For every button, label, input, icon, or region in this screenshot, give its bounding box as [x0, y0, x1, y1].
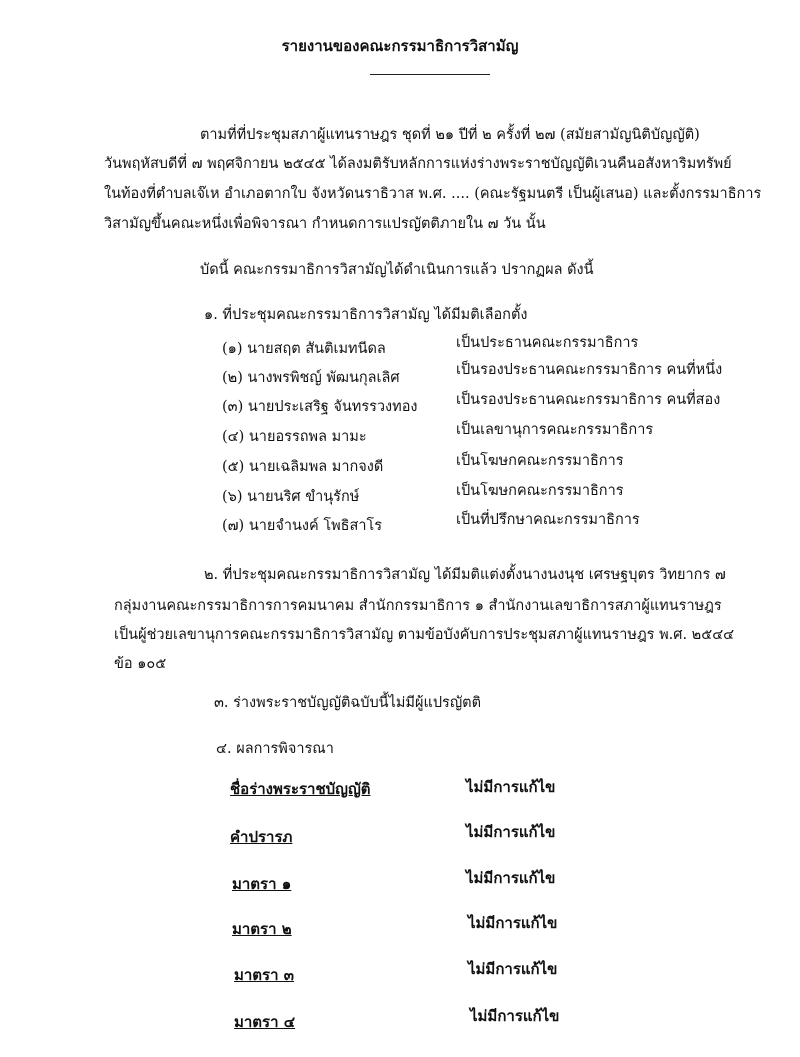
member-role: เป็นโฆษกคณะกรรมาธิการ: [456, 453, 624, 469]
member-role: เป็นโฆษกคณะกรรมาธิการ: [456, 483, 624, 499]
intro-line-4: วิสามัญขึ้นคณะหนึ่งเพื่อพิจารณา กำหนดการแปรญัตติภายใน ๗ วัน นั้น: [104, 216, 546, 232]
member-name: (๒) นางพรพิชญ์ พัฒนกุลเลิศ: [222, 370, 400, 386]
member-role: เป็นที่ปรึกษาคณะกรรมาธิการ: [456, 512, 640, 528]
member-name: (๖) นายนริศ ขำนุรักษ์: [222, 489, 360, 505]
result-item: ชื่อร่างพระราชบัญญัติ: [230, 780, 371, 798]
section-2-line-2: กลุ่มงานคณะกรรมาธิการการคมนาคม สำนักกรรมาธิการ ๑ สำนักงานเลขาธิการสภาผู้แทนราษฎร: [114, 598, 722, 614]
result-item: มาตรา ๒: [232, 920, 292, 938]
member-name: (๑) นายสฤต สันติเมทนีดล: [222, 341, 386, 357]
intro-line-3: ในท้องที่ตำบลเจ๊เห อำเภอตากใบ จังหวัดนราธิวาส พ.ศ. .... (คณะรัฐมนตรี เป็นผู้เสนอ) และตั้งกรรมาธิการ: [104, 186, 762, 202]
title-underline: [370, 74, 490, 75]
member-name: (๔) นายอรรถพล มามะ: [222, 429, 367, 445]
result-item: มาตรา ๔: [234, 1013, 296, 1031]
member-role: เป็นรองประธานคณะกรรมาธิการ คนที่สอง: [456, 392, 721, 408]
section-3-line: ๓. ร่างพระราชบัญญัติฉบับนี้ไม่มีผู้แปรญัตติ: [214, 695, 482, 711]
result-value: ไม่มีการแก้ไข: [470, 1007, 560, 1025]
result-item: มาตรา ๓: [234, 966, 295, 984]
member-role: เป็นประธานคณะกรรมาธิการ: [456, 335, 639, 351]
status-line: บัดนี้ คณะกรรมาธิการวิสามัญได้ดำเนินการแล้ว ปรากฏผล ดังนี้: [200, 262, 594, 278]
member-role: เป็นเลขานุการคณะกรรมาธิการ: [456, 422, 654, 438]
result-value: ไม่มีการแก้ไข: [466, 823, 556, 841]
result-value: ไม่มีการแก้ไข: [468, 914, 558, 932]
section-4-heading: ๔. ผลการพิจารณา: [216, 741, 334, 757]
member-name: (๗) นายจำนงค์ โพธิสาโร: [222, 518, 383, 534]
section-2-line-3: เป็นผู้ช่วยเลขานุการคณะกรรมาธิการวิสามัญ ตามข้อบังคับการประชุมสภาผู้แทนราษฎร พ.ศ. ๒๕๔๔: [114, 627, 735, 643]
section-2-line-1: ๒. ที่ประชุมคณะกรรมาธิการวิสามัญ ได้มีมติแต่งตั้งนางนงนุช เศรษฐบุตร วิทยากร ๗: [204, 567, 726, 583]
member-name: (๕) นายเฉลิมพล มากจงดี: [222, 459, 384, 475]
section-1-heading: ๑. ที่ประชุมคณะกรรมาธิการวิสามัญ ได้มีมติเลือกตั้ง: [204, 307, 528, 323]
result-item: มาตรา ๑: [232, 875, 292, 893]
result-value: ไม่มีการแก้ไข: [466, 869, 556, 887]
member-role: เป็นรองประธานคณะกรรมาธิการ คนที่หนึ่ง: [456, 362, 723, 378]
result-value: ไม่มีการแก้ไข: [466, 778, 556, 796]
section-2-line-4: ข้อ ๑๐๕: [114, 656, 167, 672]
intro-line-2: วันพฤหัสบดีที่ ๗ พฤศจิกายน ๒๕๔๕ ได้ลงมติรับหลักการแห่งร่างพระราชบัญญัติเวนคืนอสังหาริมทรัพย์: [104, 156, 732, 172]
member-name: (๓) นายประเสริฐ จันทรรวงทอง: [222, 399, 418, 415]
result-item: คำปรารภ: [230, 828, 293, 846]
result-value: ไม่มีการแก้ไข: [468, 960, 558, 978]
intro-line-1: ตามที่ที่ประชุมสภาผู้แทนราษฎร ชุดที่ ๒๑ ปีที่ ๒ ครั้งที่ ๒๗ (สมัยสามัญนิติบัญญัติ): [200, 127, 700, 143]
page-title: รายงานของคณะกรรมาธิการวิสามัญ: [281, 37, 519, 55]
